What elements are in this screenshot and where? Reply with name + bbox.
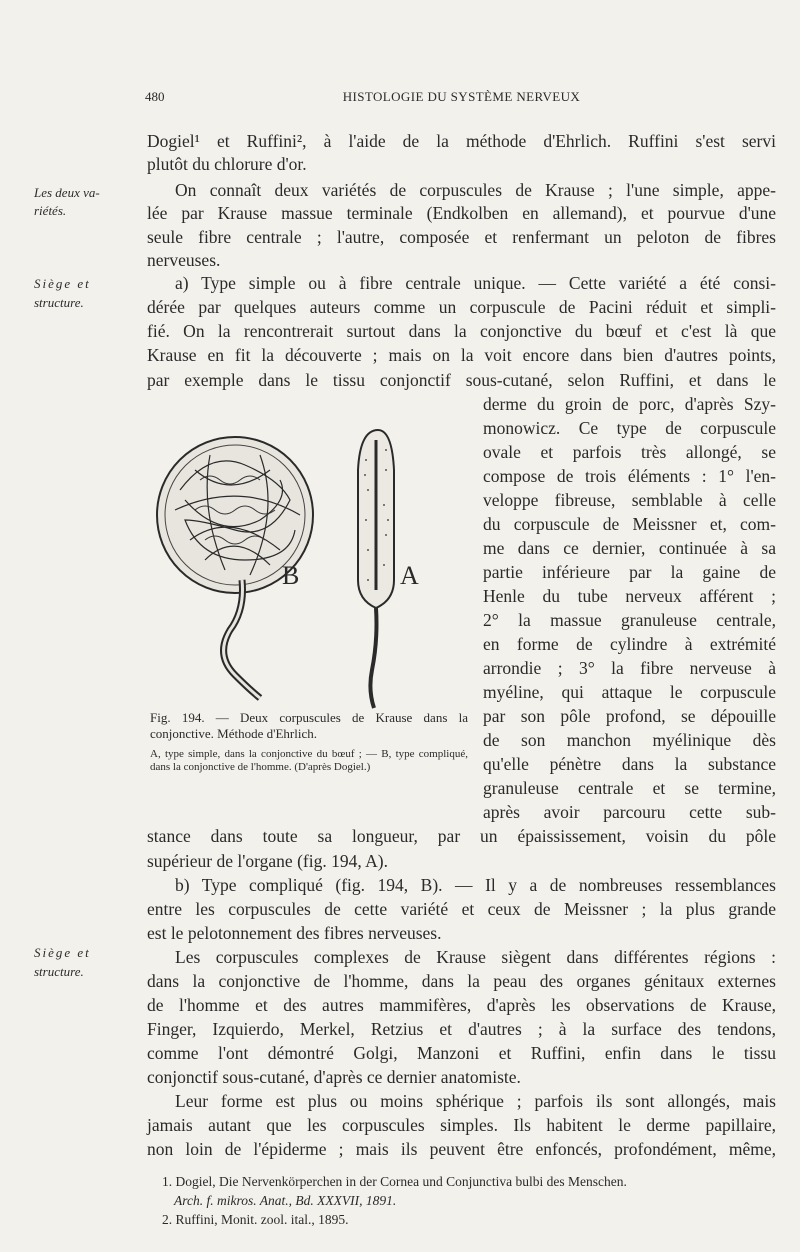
text-line: compose de trois éléments : 1° l'en- xyxy=(483,466,776,486)
text-line: est le pelotonnement des fibres nerveuses. xyxy=(147,923,442,943)
text-line: conjonctif sous-cutané, d'après ce dernier anatomiste. xyxy=(147,1067,521,1087)
footnote: 1. Dogiel, Die Nervenkörperchen in der Cornea und Conjunctiva bulbi des Menschen. xyxy=(162,1174,627,1189)
margin-note: Les deux va- xyxy=(34,185,100,200)
text-line: partie inférieure par la gaine de xyxy=(483,562,776,582)
text-line: comme l'ont démontré Golgi, Manzoni et Ruffini, enfin dans le tissu xyxy=(147,1043,776,1063)
margin-note: structure. xyxy=(34,964,84,979)
text-line: 2° la massue granuleuse centrale, xyxy=(483,610,776,630)
footnote: Arch. f. mikros. Anat., Bd. XXXVII, 1891. xyxy=(174,1193,397,1208)
text-line: dans la conjonctive de l'homme, dans la peau des organes génitaux externes xyxy=(147,971,776,991)
text-line: jamais autant que les corpuscules simples. Ils habitent le derme papillaire, xyxy=(147,1115,776,1135)
text-line: me dans ce dernier, continuée à sa xyxy=(483,538,776,558)
text-line: fié. On la rencontrerait surtout dans la conjonctive du bœuf et c'est là que xyxy=(147,321,776,341)
label-b: B xyxy=(282,561,300,590)
text-line: par exemple dans le tissu conjonctif sous-cutané, selon Ruffini, et dans le xyxy=(147,370,776,390)
text-line: myéline, qui attaque le corpuscule xyxy=(483,682,776,702)
page-number: 480 xyxy=(145,89,165,104)
margin-note: riétés. xyxy=(34,203,67,218)
margin-note: structure. xyxy=(34,295,84,310)
caption-title: Fig. 194. — Deux corpuscules de Krause dans la conjonctive. Méthode d'Ehrlich. xyxy=(150,710,468,741)
text-line: de l'homme et des autres mammifères, d'après les observations de Krause, xyxy=(147,995,776,1015)
text-line: du corpuscule de Meissner et, com- xyxy=(483,514,776,534)
text-line: Leur forme est plus ou moins sphérique ; parfois ils sont allongés, mais xyxy=(175,1091,776,1111)
text-line: Henle du tube nerveux afférent ; xyxy=(483,586,776,606)
figure-194 xyxy=(150,410,475,710)
label-a: A xyxy=(400,561,419,590)
caption-detail: A, type simple, dans la conjonctive du bœuf ; — B, type compliqué, dans la conjonctive de l'homme. (D'après Dogiel.) xyxy=(150,748,468,773)
text-line: Dogiel¹ et Ruffini², à l'aide de la méthode d'Ehrlich. Ruffini s'est servi xyxy=(147,131,776,151)
text-line: On connaît deux variétés de corpuscules de Krause ; l'une simple, appe- xyxy=(175,180,776,200)
text-line: seule fibre centrale ; l'autre, composée et renfermant un peloton de fibres xyxy=(147,227,776,247)
text-line: après avoir parcouru cette sub- xyxy=(483,802,776,822)
text-line: par son pôle profond, se dépouille xyxy=(483,706,776,726)
text-line: ovale et parfois très allongé, se xyxy=(483,442,776,462)
text-line: veloppe fibreuse, semblable à celle xyxy=(483,490,776,510)
text-line: Krause en fit la découverte ; mais on la voit encore dans bien d'autres points, xyxy=(147,345,776,365)
text-line: a) Type simple ou à fibre centrale unique. — Cette variété a été consi- xyxy=(175,273,776,293)
text-line: entre les corpuscules de cette variété et ceux de Meissner ; la plus grande xyxy=(147,899,776,919)
text-line: arrondie ; 3° la fibre nerveuse à xyxy=(483,658,776,678)
text-line: dérée par quelques auteurs comme un corpuscule de Pacini réduit et simpli- xyxy=(147,297,776,317)
corpuscle-a-drawing xyxy=(358,430,394,708)
text-line: qu'elle pénètre dans la substance xyxy=(483,754,776,774)
text-line: non loin de l'épiderme ; mais ils peuvent être enfoncés, profondément, même, xyxy=(147,1139,776,1159)
text-line: Finger, Izquierdo, Merkel, Retzius et d'autres ; à la surface des tendons, xyxy=(147,1019,776,1039)
text-line: Les corpuscules complexes de Krause siègent dans différentes régions : xyxy=(175,947,776,967)
text-line: lée par Krause massue terminale (Endkolben en allemand), et pourvue d'une xyxy=(147,203,776,223)
text-line: nerveuses. xyxy=(147,250,221,270)
text-line: b) Type compliqué (fig. 194, B). — Il y a de nombreuses ressemblances xyxy=(175,875,776,895)
page-header xyxy=(145,89,778,109)
margin-note: Siège et xyxy=(34,276,91,291)
text-line: supérieur de l'organe (fig. 194, A). xyxy=(147,851,388,871)
running-title: HISTOLOGIE DU SYSTÈME NERVEUX xyxy=(342,89,581,104)
text-line: monowicz. Ce type de corpuscule xyxy=(483,418,776,438)
text-line: en forme de cylindre à extrémité xyxy=(483,634,776,654)
text-line: stance dans toute sa longueur, par un épaississement, voisin du pôle xyxy=(147,826,776,846)
text-line: granuleuse centrale et se termine, xyxy=(483,778,776,798)
text-line: de son manchon myélinique dès xyxy=(483,730,776,750)
text-line: derme du groin de porc, d'après Szy- xyxy=(483,394,776,414)
footnote: 2. Ruffini, Monit. zool. ital., 1895. xyxy=(162,1212,349,1227)
margin-note: Siège et xyxy=(34,945,91,960)
text-line: plutôt du chlorure d'or. xyxy=(147,154,307,174)
figure-caption xyxy=(150,710,468,774)
